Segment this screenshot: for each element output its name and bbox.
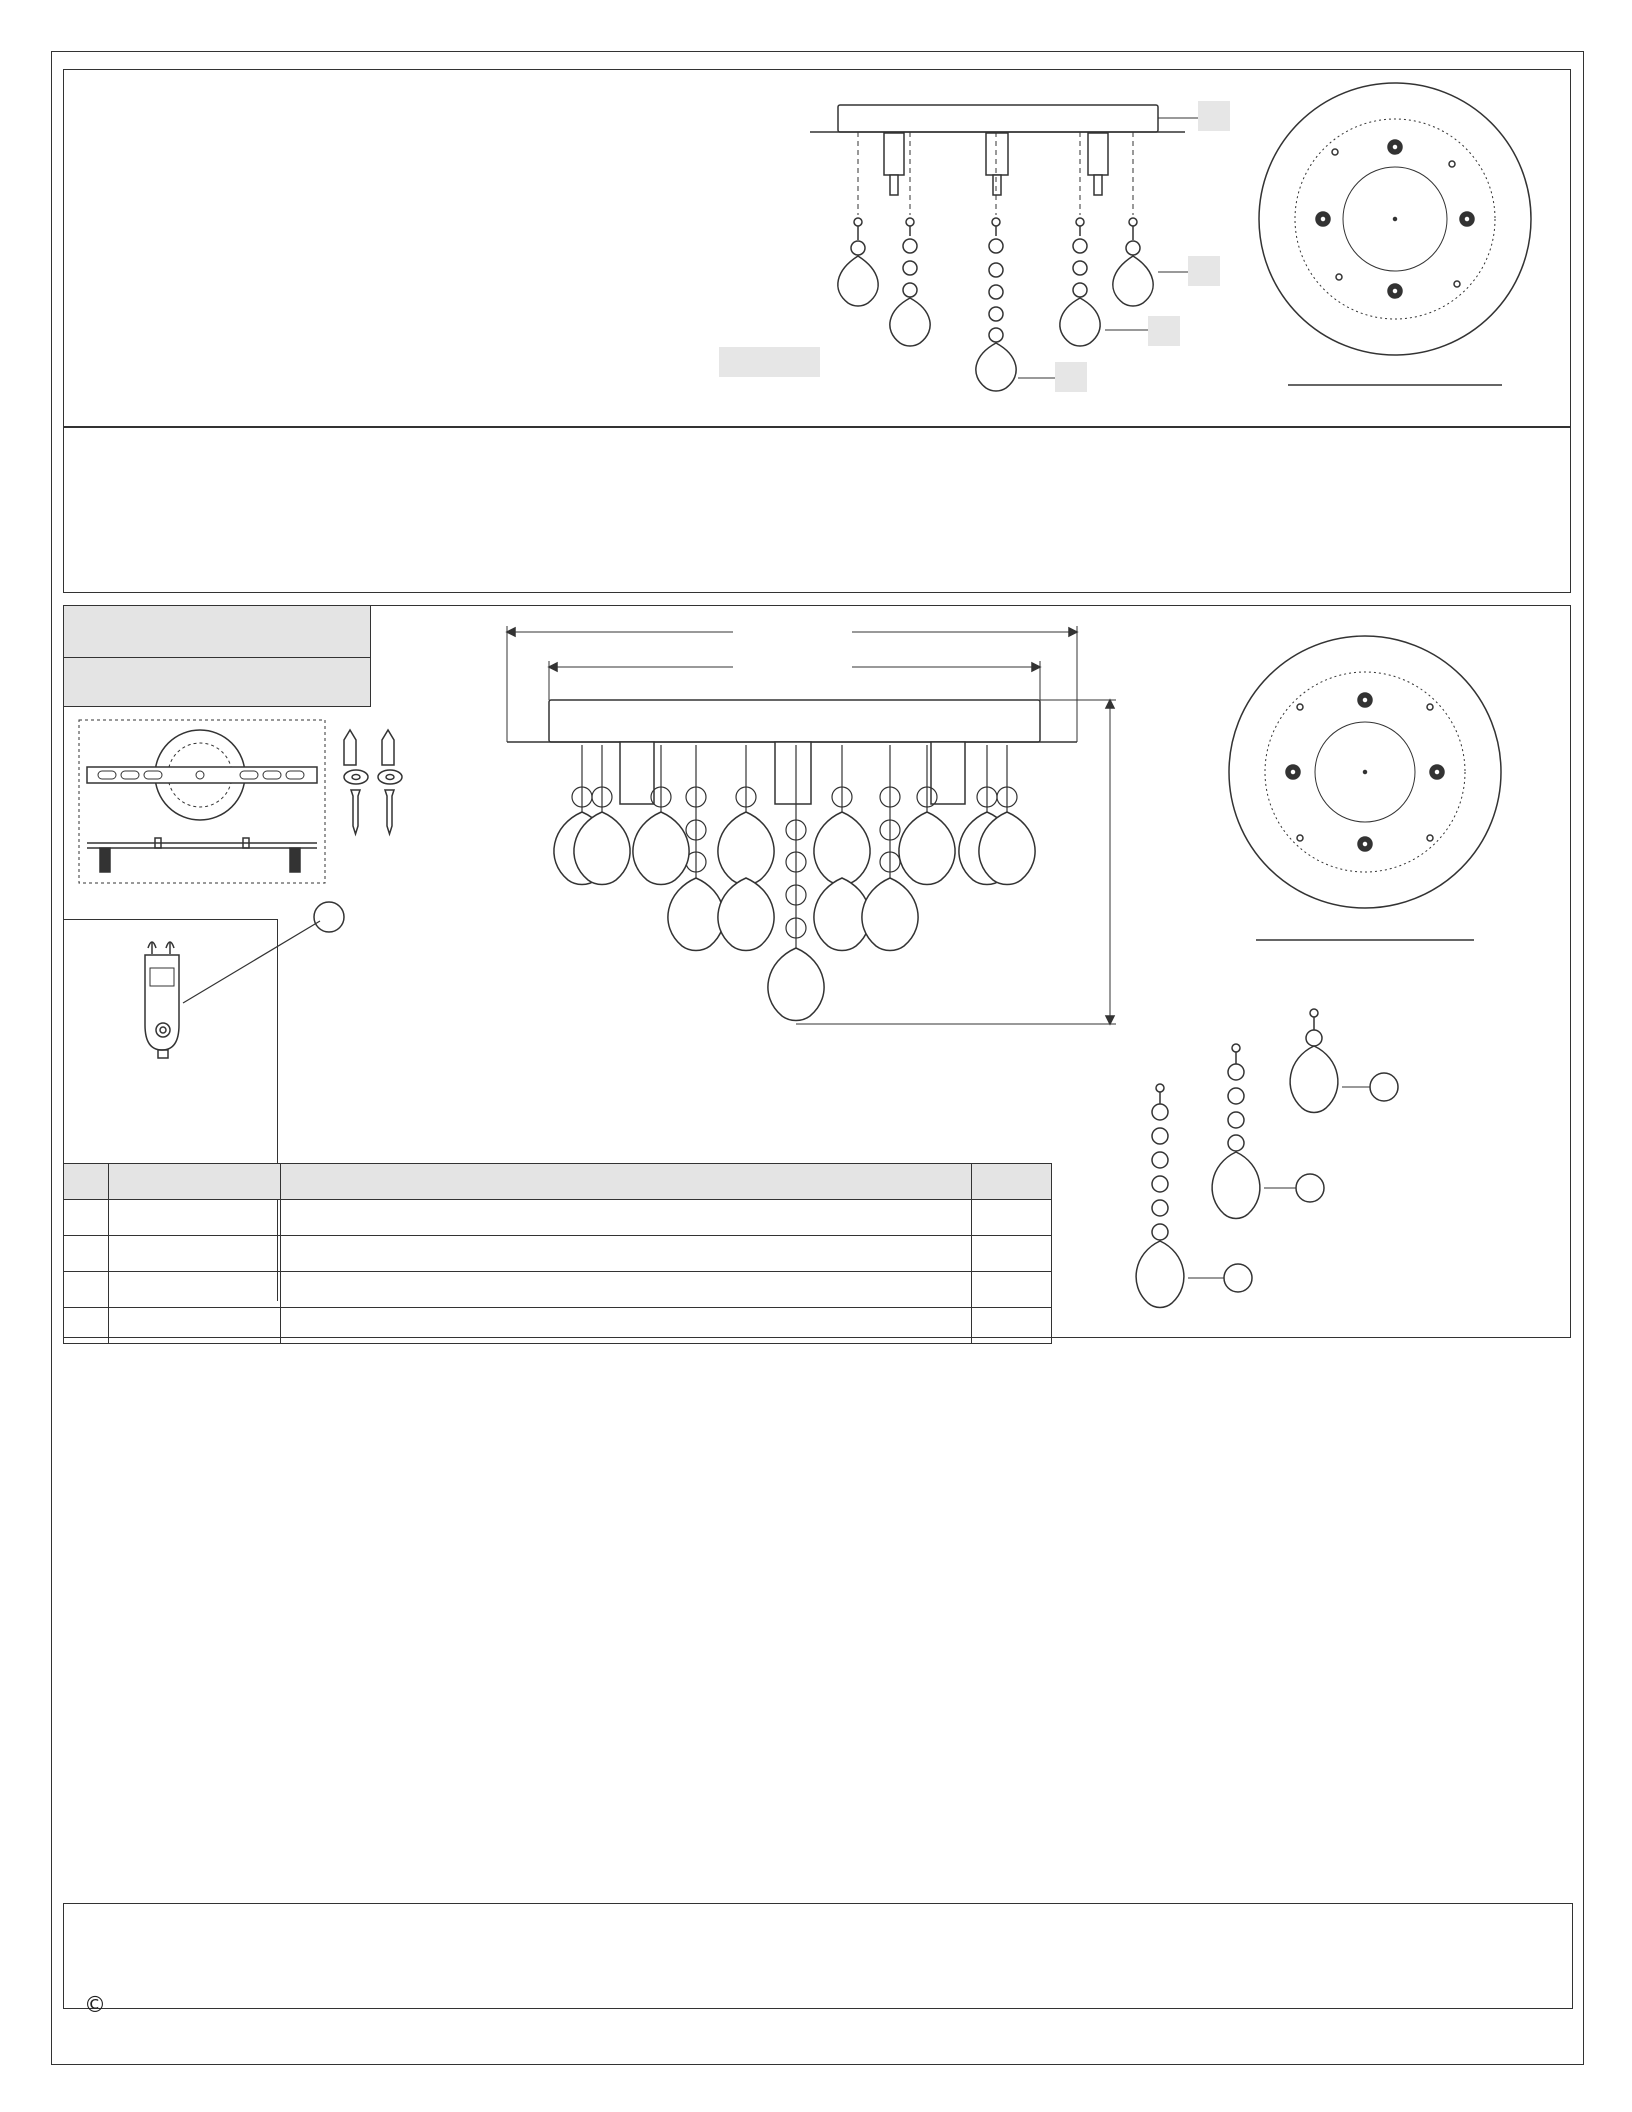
col-no [64,1164,109,1200]
col-qty [971,1164,1051,1200]
table-row [64,1272,1052,1308]
table-row [64,1308,1052,1344]
footer-panel [63,1903,1573,2009]
col-description [281,1164,971,1200]
parts-table [63,1163,1052,1344]
col-part [109,1164,281,1200]
table-row [64,1200,1052,1236]
table-row [64,1236,1052,1272]
copyright-symbol: © [84,1993,106,2018]
parts-table-header [64,1164,1052,1200]
